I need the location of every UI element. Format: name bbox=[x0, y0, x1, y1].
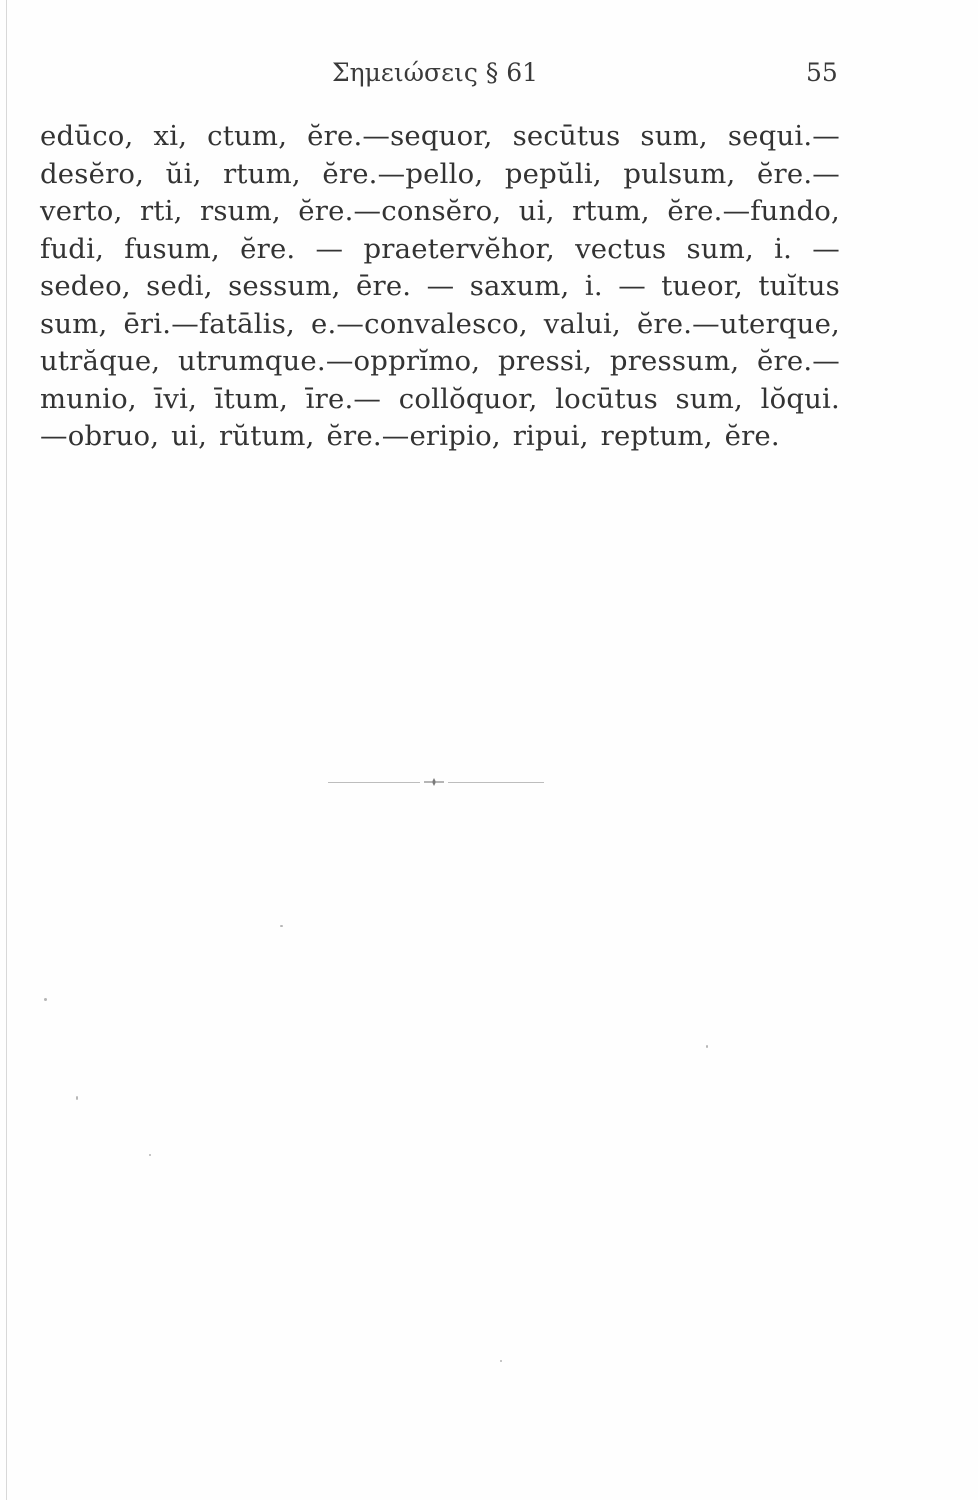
text-line: fudi, fusum, ĕre. — praetervĕhor, vectus sum, i. — bbox=[40, 232, 840, 265]
running-head bbox=[0, 56, 978, 96]
notes-paragraph bbox=[40, 118, 840, 456]
paper-speck bbox=[76, 1096, 78, 1100]
running-title: Σημειώσεις § 61 bbox=[332, 58, 539, 87]
ornament-rule-right bbox=[448, 782, 544, 783]
page-edge bbox=[6, 0, 7, 1500]
paper-speck bbox=[500, 1360, 502, 1362]
text-line: —obruo, ui, rŭtum, ĕre.—eripio, ripui, reptum, ĕre. bbox=[40, 420, 780, 452]
text-line: sedeo, sedi, sessum, ēre. — saxum, i. — tueor, tuĭtus bbox=[40, 270, 840, 302]
text-line: desĕro, ŭi, rtum, ĕre.—pello, pepŭli, pulsum, ĕre.— bbox=[40, 157, 840, 190]
text-line: edūco, xi, ctum, ĕre.—sequor, secūtus sum, sequi.— bbox=[40, 120, 840, 152]
text-line: sum, ēri.—fatālis, e.—convalesco, valui, ĕre.—uterque, bbox=[40, 307, 840, 340]
paper-speck bbox=[706, 1045, 708, 1048]
paper-speck bbox=[44, 998, 47, 1001]
page-number: 55 bbox=[806, 58, 838, 87]
ornament-rule-left bbox=[328, 782, 420, 783]
paper-speck bbox=[149, 1154, 151, 1156]
text-line: munio, īvi, ītum, īre.— collŏquor, locūtus sum, lŏqui. bbox=[40, 382, 840, 415]
paper-speck bbox=[280, 925, 283, 927]
fleuron-icon bbox=[422, 776, 446, 788]
text-line: verto, rti, rsum, ĕre.—consĕro, ui, rtum, ĕre.—fundo, bbox=[40, 195, 840, 227]
section-end-ornament bbox=[328, 772, 544, 792]
text-line: utrăque, utrumque.—opprĭmo, pressi, pressum, ĕre.— bbox=[40, 345, 840, 377]
